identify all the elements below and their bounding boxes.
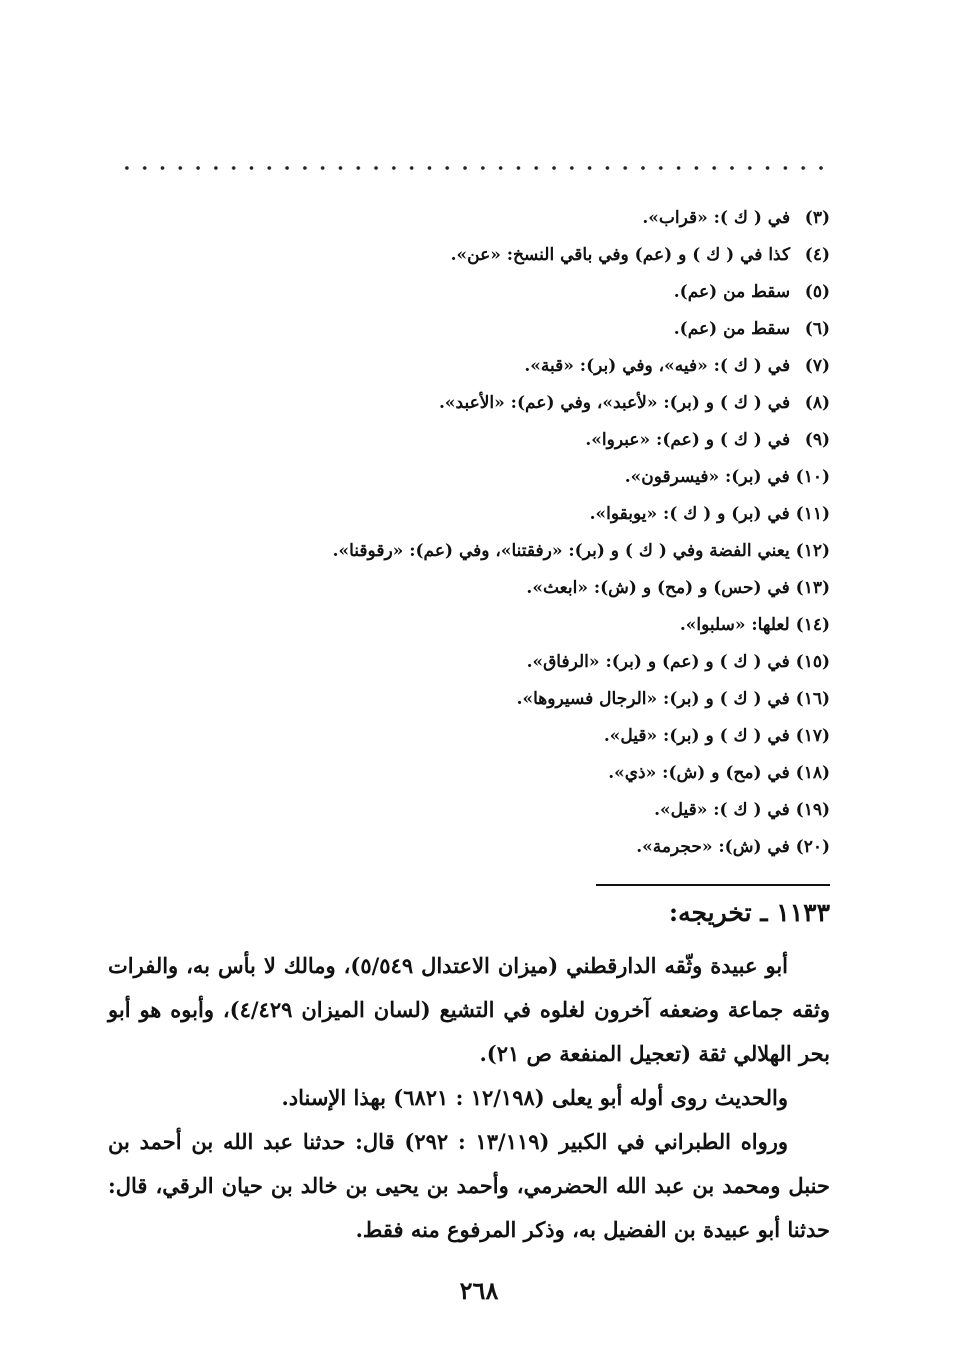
footnote	[333, 311, 830, 348]
footnote-text: في ( ك ): «قراب».	[642, 208, 791, 228]
footnote-text: في (ش): «حجرمة».	[636, 837, 790, 857]
footnote-number: (١٨)	[795, 763, 830, 783]
footnote-number: (٤)	[804, 245, 830, 265]
footnote-number: (١٠)	[795, 467, 830, 487]
dotted-separator	[118, 164, 830, 172]
footnote	[333, 681, 830, 718]
footnote-text: في ( ك ): «قيل».	[654, 800, 790, 820]
footnote-number: (١٢)	[795, 541, 830, 561]
footnote	[333, 385, 830, 422]
footnote-number: (١٩)	[795, 800, 830, 820]
footnote	[333, 792, 830, 829]
footnote	[333, 644, 830, 681]
footnote-number: (٧)	[804, 356, 830, 376]
footnote	[333, 829, 830, 866]
takhrij-body	[108, 944, 830, 1252]
footnotes-list	[333, 200, 830, 866]
footnote-text: في ( ك ) و (بر): «قيل».	[603, 726, 790, 746]
body-paragraph: والحديث روى أوله أبو يعلى (١٢/١٩٨ : ٦٨٢١) بهذا الإسناد.	[281, 1085, 788, 1110]
page-number: ٢٦٨	[459, 1276, 499, 1305]
footnote-text: في (بر) و ( ك ): «يوبقوا».	[589, 504, 790, 524]
footnote-text: لعلها: «سلبوا».	[679, 615, 790, 635]
footnote-number: (١٦)	[795, 689, 830, 709]
section-heading	[669, 898, 830, 927]
footnote-text: في (بر): «فيسرقون».	[624, 467, 790, 487]
footnote-text: في ( ك ): «فيه»، وفي (بر): «قبة».	[524, 356, 791, 376]
footnote-number: (١٤)	[795, 615, 830, 635]
section-divider	[596, 884, 830, 886]
footnote-text: في ( ك ) و (عم): «عبروا».	[585, 430, 791, 450]
footnote	[333, 274, 830, 311]
footnote-number: (٦)	[804, 319, 830, 339]
footnote-number: (٣)	[804, 208, 830, 228]
footnote-text: يعني الفضة وفي ( ك ) و (بر): «رفقتنا»، وفي (عم): «رقوقنا».	[332, 541, 790, 561]
footnote-text: في ( ك ) و (بر): «لأعبد»، وفي (عم): «الأعبد».	[438, 393, 791, 413]
footnote-text: في (حس) و (مح) و (ش): «ابعث».	[526, 578, 790, 598]
body-paragraph: أبو عبيدة وثّقه الدارقطني (ميزان الاعتدال ٥/٥٤٩)، ومالك لا بأس به، والفرات وثقه جماعة وضعفه آخرون لغلوه في التشيع (لسان الميزان ٤/٤٢٩)، وأبوه هو أبو بحر الهلالي ثقة (تعجيل المنفعة ص ٢١).	[108, 953, 830, 1066]
footnote-number: (٩)	[804, 430, 830, 450]
footnote-text: كذا في ( ك ) و (عم) وفي باقي النسخ: «عن».	[450, 245, 791, 265]
footnote-number: (٥)	[804, 282, 830, 302]
section-title: تخريجه:	[668, 898, 752, 927]
footnote	[333, 570, 830, 607]
footnote-number: (١١)	[795, 504, 830, 524]
footnote-number: (١٥)	[795, 652, 830, 672]
footnote-text: في ( ك ) و (بر): «الرجال فسيروها».	[516, 689, 790, 709]
footnote	[333, 755, 830, 792]
footnote-number: (٢٠)	[795, 837, 830, 857]
footnote	[333, 496, 830, 533]
footnote	[333, 237, 830, 274]
footnote	[333, 348, 830, 385]
footnote	[333, 718, 830, 755]
body-paragraph: ورواه الطبراني في الكبير (١٣/١١٩ : ٢٩٢) قال: حدثنا عبد الله بن أحمد بن حنبل ومحمد بن عبد الله الحضرمي، وأحمد بن يحيى بن خالد بن حيان الرقي، قال: حدثنا أبو عبيدة بن الفضيل به، وذكر المرفوع منه فقط.	[108, 1129, 830, 1242]
footnote	[333, 422, 830, 459]
footnote	[333, 459, 830, 496]
footnote-text: في ( ك ) و (عم) و (بر): «الرفاق».	[526, 652, 790, 672]
footnote-number: (١٧)	[795, 726, 830, 746]
footnote-number: (١٣)	[795, 578, 830, 598]
footnote	[333, 533, 830, 570]
footnote-text: سقط من (عم).	[673, 319, 791, 339]
footnote-number: (٨)	[804, 393, 830, 413]
footnote-text: في (مح) و (ش): «ذي».	[608, 763, 790, 783]
section-number: ١١٣٣ ـ	[760, 898, 830, 927]
footnote	[333, 200, 830, 237]
footnote	[333, 607, 830, 644]
footnote-text: سقط من (عم).	[673, 282, 791, 302]
